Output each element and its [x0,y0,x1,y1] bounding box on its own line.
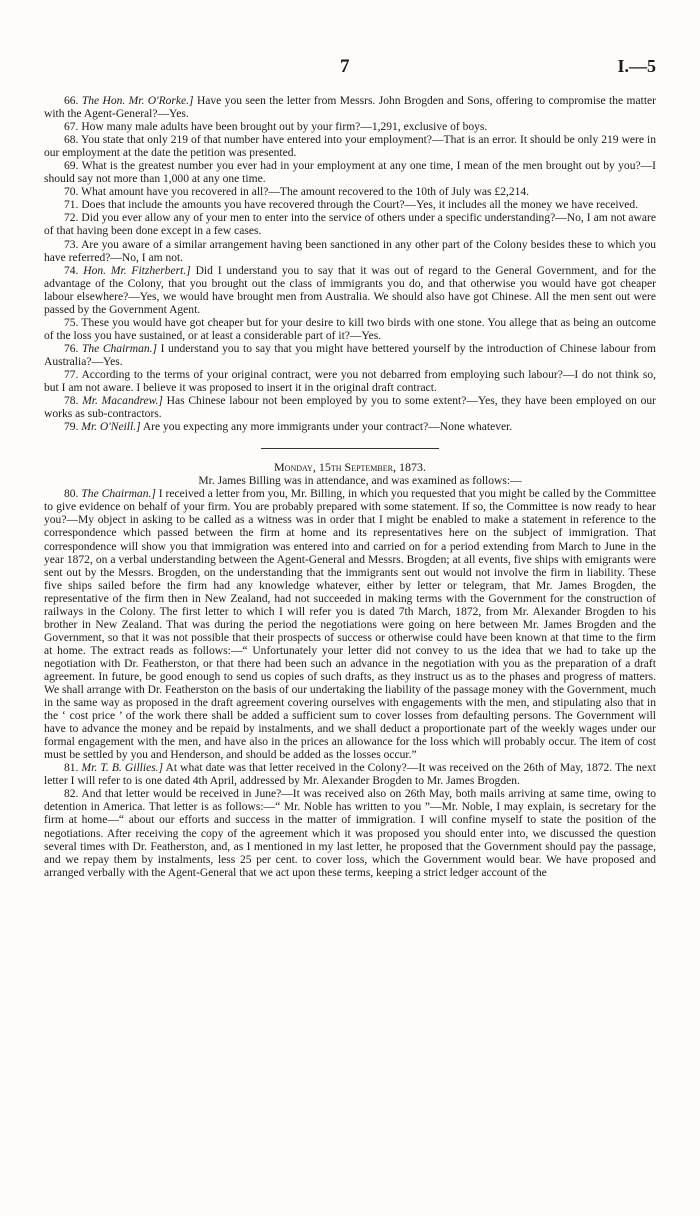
question-text: Have you seen the letter from Messrs. John Brogden and Sons, offering to compromise the matter with the Agent-General?—Yes. [44,95,657,121]
question-text: Has Chinese labour not been employed by you to some extent?—Yes, they have been employed on our works as sub-contractors. [44,395,657,421]
question-text: I understand you to say that you might have bettered yourself by the introduction of Chinese labour from Australia?—Yes. [44,342,656,368]
question-paragraph [44,212,656,238]
question-number: 67. [64,121,82,134]
question-text: Did you ever allow any of your men to enter into the service of others under a specific understanding?—No, I am not aware of that having been done except in a few cases. [44,212,656,238]
questioner-name: Mr. O'Neill.] [81,421,141,434]
question-text: I received a letter from you, Mr. Billing, in which you requested that you might be called by the Committee to give evidence on behalf of your firm. You are probably prepared with some statement. If so, the Committee is now ready to hear you?—My object in asking to be called as a witness was in order that I might be enabled to make a statement in reference to the correspondence which passed between the firm at home and its representatives here on the subject of immigration. That correspondence will show you that immigration was entered into and carried on for a period extending from March to June in the year 1872, on a verbal understanding between the Agent-General and Messrs. Brogden; at all events, five ships with emigrants were sent out by the Messrs. Brogden, on the understanding that the immigrants sent out would not involve the firm in liability. These five ships sailed before the firm had any knowledge whatever, either by letter or telegram, that Mr. James Brogden, the representative of the firm then in New Zealand, had not succeeded in making terms with the Government for the construction of railways in the Colony. The first letter to which I will refer you is dated 7th March, 1872, from Mr. Alexander Brogden to his brother in New Zealand. That was during the period the negotiations were going on here between Mr. James Brogden and the Government, so that it was not possible that their prospects of success or otherwise could have been known at that time to the firm at home. The extract reads as follows:—“ Unfortunately your letter did not convey to us the idea that we had to take up the negotiation with Dr. Featherston, or that there had been such an advance in the negotiation with you as the preparation of a draft agreement. In future, be good enough to send us copies of such drafts, as they instruct us as to the phases and progress of matters. We shall arrange with Dr. Featherston on the basis of our undertaking the liability of the passage money with the Government, much in the same way as proposed in the draft agreement covering ourselves with engagements with the men, and stipulating also that in the ‘ cost price ’ of the work there shall be added a sufficient sum to cover losses from defaulting persons. The Government will have to advance the money and be repaid by instalments, and we shall deduct a proportionate part of the weekly wages under our formal engagement with the men, and have also in the prices an allowance for the loss which will probably occur. The item of cost must be settled by you and Henderson, and should be added as the losses occur.” [44,488,656,762]
question-number: 71. [64,199,82,212]
question-paragraph [44,317,656,343]
question-text: What amount have you recovered in all?—The amount recovered to the 10th of July was £2,214. [81,186,530,199]
questioner-name: The Hon. Mr. O'Rorke.] [81,95,194,107]
question-paragraph [44,199,656,212]
question-text: Did I understand you to say that it was out of regard to the General Government, and for the advantage of the Colony, that you brought out the class of immigrants you do, and that otherwise you would have got cheaper labour elsewhere?—Yes, we would have brought men from Australia. We should also have got Chinese. All the men sent out were passed by the Government Agent. [44,264,656,316]
questioner-name: Hon. Mr. Fitzherbert.] [83,264,191,277]
document-reference: I.—5 [617,56,656,76]
question-text: And that letter would be received in June?—It was received also on 26th May, both mails arriving at same time, owing to detention in America. That letter is as follows:—“ Mr. Noble has written to you ”—Mr. Noble, I may explain, is secretary for the firm at home—“ about our efforts and success in the matter of immigration. I will confine myself to state the position of the negotiations. After receiving the copy of the agreement which it was proposed you should enter into, we discussed the question several times with Dr. Featherston, and, as I mentioned in my last letter, he proposed that the Government should pay the passage, and we repay them by instalments, less 25 per cent. to cover loss, which the Government would bear. We have proposed and arranged verbally with the Agent-General that we act upon these terms, keeping a strict ledger account of the [44,788,657,879]
question-text: How many male adults have been brought out by your firm?—1,291, exclusive of boys. [81,121,488,134]
question-text: These you would have got cheaper but for your desire to kill two birds with one stone. You allege that as being an outcome of the loss you have sustained, or at least a considerable part of it?—Yes. [44,316,656,342]
questioner-name: Mr. T. B. Gillies.] [81,762,164,775]
question-number: 79. [64,421,82,434]
question-paragraph [44,488,656,762]
question-number: 75. [64,316,82,329]
question-text: Are you expecting any more immigrants under your contract?—None whatever. [140,421,513,434]
question-paragraph [44,421,656,434]
question-paragraph [44,239,656,265]
question-paragraph [44,121,656,134]
section-divider [261,448,439,449]
question-paragraph [44,134,656,160]
question-number: 82. [64,788,82,801]
question-number: 81. [64,762,82,775]
question-paragraph [44,343,656,369]
page-header [0,56,700,80]
question-number: 66. [64,95,82,107]
question-paragraph [44,265,656,317]
question-paragraph [44,186,656,199]
question-text: At what date was that letter received in the Colony?—It was received on the 26th of May, 1872. The next letter I will refer to is one dated 4th April, addressed by Mr. Alexander Brogden to Mr. James Brogden. [44,762,656,788]
questioner-name: The Chairman.] [81,342,158,355]
evidence-section-a [44,95,656,434]
question-number: 77. [64,368,82,381]
page-number: 7 [340,56,350,77]
question-paragraph [44,788,656,879]
question-number: 74. [64,264,84,277]
question-number: 76. [64,342,82,355]
evidence-section-b [44,488,656,879]
question-paragraph [44,395,656,421]
document-body [44,95,656,880]
question-number: 70. [64,186,82,199]
question-text: What is the greatest number you ever had in your employment at any one time, I mean of the men brought out by you?—I should say not more than 1,000 at any one time. [44,160,656,186]
question-paragraph [44,95,656,121]
question-text: Are you aware of a similar arrangement having been sanctioned in any other part of the Colony besides these to which you have referred?—No, I am not. [44,238,656,264]
question-number: 78. [64,395,83,408]
question-text: Does that include the amounts you have recovered through the Court?—Yes, it includes all the money we have received. [81,199,639,212]
question-paragraph [44,160,656,186]
question-text: According to the terms of your original contract, were you not debarred from employing such labour?—I do not think so, but I am not aware. I believe it was proposed to insert it in the original draft contract. [44,368,657,395]
question-number: 80. [64,488,82,501]
question-paragraph [44,762,656,788]
question-paragraph [44,369,656,395]
question-number: 73. [64,238,82,251]
question-text: You state that only 219 of that number have entered into your employment?—That is an error. It should be only 219 were in our employment at the date the petition was presented. [44,134,656,160]
questioner-name: Mr. Macandrew.] [82,395,163,408]
question-number: 69. [64,160,82,173]
witness-intro: Mr. James Billing was in attendance, and was examined as follows:— [198,475,522,488]
question-number: 72. [64,212,82,225]
question-number: 68. [64,134,82,147]
questioner-name: The Chairman.] [81,488,156,501]
date-heading: Monday, 15th September, 1873. [274,460,426,475]
